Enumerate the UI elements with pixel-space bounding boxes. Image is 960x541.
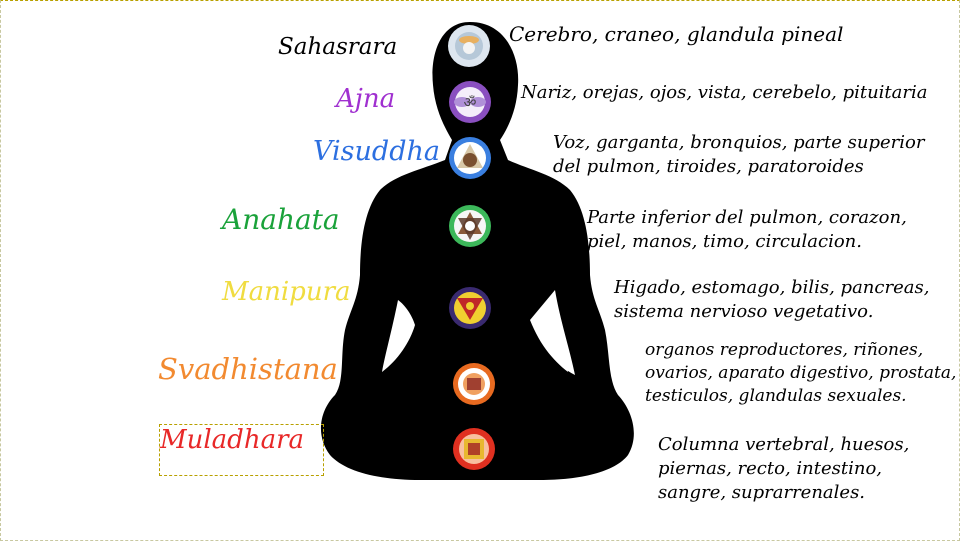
visuddha-name: Visuddha	[313, 136, 440, 167]
ajna-chakra-icon	[448, 80, 492, 124]
ajna-description	[521, 81, 928, 105]
description-line: Cerebro, craneo, glandula pineal	[509, 22, 844, 46]
sahasrara-description	[509, 22, 843, 46]
description-line: organos reproductores, riñones,	[645, 340, 924, 360]
description-line: testiculos, glandulas sexuales.	[645, 386, 907, 406]
visuddha-description	[553, 131, 924, 179]
description-line: Voz, garganta, bronquios, parte superior	[553, 132, 925, 153]
ajna-name: Ajna	[336, 84, 396, 114]
anahata-name: Anahata	[222, 203, 340, 236]
description-line: del pulmon, tiroides, paratoroides	[553, 156, 864, 177]
sahasrara-name: Sahasrara	[278, 34, 398, 60]
anahata-chakra-icon	[448, 204, 492, 248]
muladhara-description	[658, 433, 909, 505]
description-line: Nariz, orejas, ojos, vista, cerebelo, pituitaria	[521, 82, 928, 103]
description-line: sistema nervioso vegetativo.	[614, 301, 874, 322]
description-line: sangre, suprarrenales.	[658, 482, 866, 503]
description-line: piernas, recto, intestino,	[658, 458, 883, 479]
svadhistana-description	[645, 339, 956, 408]
description-line: ovarios, aparato digestivo, prostata,	[645, 363, 957, 383]
visuddha-chakra-icon	[448, 136, 492, 180]
anahata-description	[587, 206, 907, 254]
description-line: Higado, estomago, bilis, pancreas,	[614, 277, 930, 298]
svg-text:ॐ: ॐ	[463, 95, 477, 111]
manipura-chakra-icon	[448, 286, 492, 330]
description-line: piel, manos, timo, circulacion.	[587, 231, 862, 252]
selection-box	[159, 424, 324, 476]
svadhistana-name: Svadhistana	[158, 352, 338, 386]
sahasrara-chakra-icon	[447, 24, 491, 68]
muladhara-name: Muladhara	[160, 425, 305, 455]
svadhistana-chakra-icon	[452, 362, 496, 406]
manipura-description	[614, 276, 929, 324]
description-line: Columna vertebral, huesos,	[658, 434, 910, 455]
muladhara-chakra-icon	[452, 427, 496, 471]
description-line: Parte inferior del pulmon, corazon,	[587, 207, 907, 228]
manipura-name: Manipura	[222, 277, 351, 307]
